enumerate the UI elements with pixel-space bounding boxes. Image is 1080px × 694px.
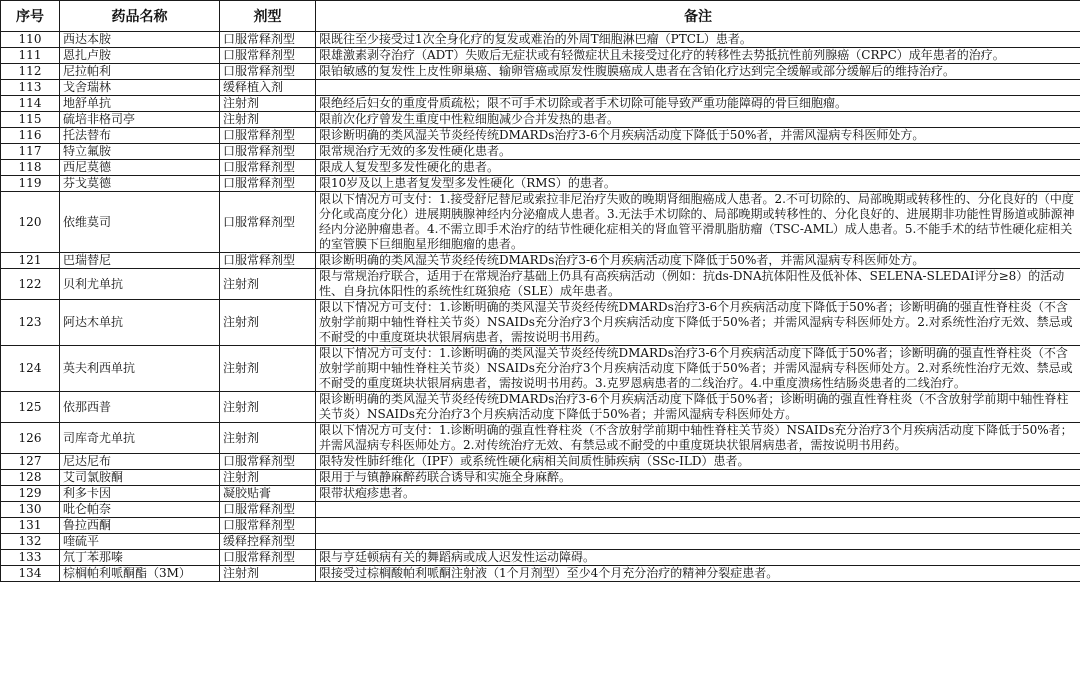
remarks: 限成人复发型多发性硬化的患者。 [316,160,1080,176]
row-number: 129 [1,486,60,502]
remarks: 限带状疱疹患者。 [316,486,1080,502]
remarks: 限与常规治疗联合，适用于在常规治疗基础上仍具有高疾病活动（例如：抗ds-DNA抗体阳性及低补体、SELENA-SLEDAI评分≥8）的活动性、自身抗体阳性的系统性红斑狼疮（SLE）成年患者。 [316,269,1080,300]
drug-name: 鲁拉西酮 [60,518,220,534]
remarks: 限诊断明确的类风湿关节炎经传统DMARDs治疗3-6个月疾病活动度下降低于50%者，并需风湿病专科医师处方。 [316,253,1080,269]
drug-name: 艾司氯胺酮 [60,470,220,486]
drug-name: 恩扎卢胺 [60,48,220,64]
drug-name: 棕榈帕利哌酮酯（3M） [60,566,220,582]
remarks: 限接受过棕榈酸帕利哌酮注射液（1个月剂型）至少4个月充分治疗的精神分裂症患者。 [316,566,1080,582]
row-number: 122 [1,269,60,300]
column-header-dosage-form: 剂型 [220,1,316,32]
remarks [316,502,1080,518]
dosage-form: 口服常释剂型 [220,518,316,534]
dosage-form: 口服常释剂型 [220,48,316,64]
remarks: 限常规治疗无效的多发性硬化患者。 [316,144,1080,160]
drug-name: 特立氟胺 [60,144,220,160]
remarks: 限雄激素剥夺治疗（ADT）失败后无症状或有轻微症状且未接受过化疗的转移性去势抵抗性前列腺癌（CRPC）成年患者的治疗。 [316,48,1080,64]
row-number: 124 [1,346,60,392]
dosage-form: 口服常释剂型 [220,160,316,176]
table-row [1,80,1080,96]
table-row [1,160,1080,176]
dosage-form: 注射剂 [220,392,316,423]
row-number: 128 [1,470,60,486]
row-number: 127 [1,454,60,470]
drug-name: 氘丁苯那嗪 [60,550,220,566]
row-number: 120 [1,192,60,253]
row-number: 126 [1,423,60,454]
dosage-form: 注射剂 [220,346,316,392]
remarks: 限与亨廷顿病有关的舞蹈病或成人迟发性运动障碍。 [316,550,1080,566]
remarks [316,518,1080,534]
drug-name: 巴瑞替尼 [60,253,220,269]
table-row [1,64,1080,80]
table-row [1,128,1080,144]
row-number: 123 [1,300,60,346]
dosage-form: 缓释控释剂型 [220,534,316,550]
remarks: 限以下情况方可支付：1.诊断明确的强直性脊柱炎（不含放射学前期中轴性脊柱关节炎）NSAIDs充分治疗3个月疾病活动度下降低于50%者；并需风湿病专科医师处方。2.对传统治疗无效、有禁忌或不耐受的中重度斑块状银屑病患者，需按说明书用药。 [316,423,1080,454]
drug-name: 托法替布 [60,128,220,144]
row-number: 116 [1,128,60,144]
remarks [316,80,1080,96]
remarks: 限前次化疗曾发生重度中性粒细胞减少合并发热的患者。 [316,112,1080,128]
row-number: 130 [1,502,60,518]
table-row [1,192,1080,253]
dosage-form: 口服常释剂型 [220,176,316,192]
drug-name: 地舒单抗 [60,96,220,112]
table-row [1,112,1080,128]
table-row [1,176,1080,192]
column-header-number: 序号 [1,1,60,32]
table-row [1,144,1080,160]
column-header-remarks: 备注 [316,1,1080,32]
row-number: 131 [1,518,60,534]
row-number: 115 [1,112,60,128]
drug-name: 利多卡因 [60,486,220,502]
table-row [1,518,1080,534]
row-number: 111 [1,48,60,64]
drug-name: 依维莫司 [60,192,220,253]
table-row [1,96,1080,112]
table-row [1,470,1080,486]
dosage-form: 缓释植入剂 [220,80,316,96]
table-body [1,32,1080,582]
remarks: 限诊断明确的类风湿关节炎经传统DMARDs治疗3-6个月疾病活动度下降低于50%者，并需风湿病专科医师处方。 [316,128,1080,144]
drug-name: 戈舍瑞林 [60,80,220,96]
remarks: 限10岁及以上患者复发型多发性硬化（RMS）的患者。 [316,176,1080,192]
row-number: 113 [1,80,60,96]
row-number: 114 [1,96,60,112]
row-number: 119 [1,176,60,192]
row-number: 134 [1,566,60,582]
drug-name: 贝利尤单抗 [60,269,220,300]
dosage-form: 注射剂 [220,470,316,486]
remarks: 限以下情况方可支付：1.诊断明确的类风湿关节炎经传统DMARDs治疗3-6个月疾病活动度下降低于50%者；诊断明确的强直性脊柱炎（不含放射学前期中轴性脊柱关节炎）NSAIDs充分治疗3个月疾病活动度下降低于50%者；并需风湿病专科医师处方。2.对系统性治疗无效、禁忌或不耐受的中重度斑块状银屑病患者，需按说明书用药。 [316,300,1080,346]
drug-name: 芬戈莫德 [60,176,220,192]
dosage-form: 注射剂 [220,300,316,346]
table-row [1,300,1080,346]
dosage-form: 口服常释剂型 [220,454,316,470]
drug-name: 阿达木单抗 [60,300,220,346]
drug-name: 英夫利西单抗 [60,346,220,392]
remarks [316,534,1080,550]
dosage-form: 口服常释剂型 [220,502,316,518]
remarks: 限绝经后妇女的重度骨质疏松；限不可手术切除或者手术切除可能导致严重功能障碍的骨巨细胞瘤。 [316,96,1080,112]
remarks: 限诊断明确的类风湿关节炎经传统DMARDs治疗3-6个月疾病活动度下降低于50%者；诊断明确的强直性脊柱炎（不含放射学前期中轴性脊柱关节炎）NSAIDs充分治疗3个月疾病活动度下降低于50%者；并需风湿病专科医师处方。 [316,392,1080,423]
table-row [1,32,1080,48]
dosage-form: 注射剂 [220,96,316,112]
table-row [1,253,1080,269]
table-row [1,48,1080,64]
remarks: 限既往至少接受过1次全身化疗的复发或难治的外周T细胞淋巴瘤（PTCL）患者。 [316,32,1080,48]
drug-name: 依那西普 [60,392,220,423]
table-row [1,346,1080,392]
row-number: 125 [1,392,60,423]
dosage-form: 口服常释剂型 [220,550,316,566]
column-header-drug-name: 药品名称 [60,1,220,32]
dosage-form: 口服常释剂型 [220,253,316,269]
dosage-form: 注射剂 [220,112,316,128]
table-header-row [1,1,1080,32]
drug-name: 司库奇尤单抗 [60,423,220,454]
dosage-form: 凝胶贴膏 [220,486,316,502]
drug-name: 尼拉帕利 [60,64,220,80]
drug-name: 尼达尼布 [60,454,220,470]
remarks: 限以下情况方可支付：1.接受舒尼替尼或索拉非尼治疗失败的晚期肾细胞癌成人患者。2.不可切除的、局部晚期或转移性的、分化良好的（中度分化或高度分化）进展期胰腺神经内分泌瘤成人患者。3.无法手术切除的、局部晚期或转移性的、分化良好的、进展期非功能性胃肠道或肺源神经内分泌肿瘤患者。4.不需立即手术治疗的结节性硬化症相关的肾血管平滑肌脂肪瘤（TSC-AML）成人患者。5.不能手术的结节性硬化症相关的室管膜下巨细胞星形细胞瘤的患者。 [316,192,1080,253]
row-number: 132 [1,534,60,550]
dosage-form: 注射剂 [220,566,316,582]
table-row [1,502,1080,518]
table-row [1,269,1080,300]
remarks: 限铂敏感的复发性上皮性卵巢癌、输卵管癌或原发性腹膜癌成人患者在含铂化疗达到完全缓解或部分缓解后的维持治疗。 [316,64,1080,80]
table-row [1,423,1080,454]
row-number: 118 [1,160,60,176]
dosage-form: 注射剂 [220,269,316,300]
table-row [1,392,1080,423]
remarks: 限用于与镇静麻醉药联合诱导和实施全身麻醉。 [316,470,1080,486]
drug-name: 西达本胺 [60,32,220,48]
dosage-form: 注射剂 [220,423,316,454]
row-number: 112 [1,64,60,80]
table-row [1,550,1080,566]
dosage-form: 口服常释剂型 [220,64,316,80]
drug-name: 吡仑帕奈 [60,502,220,518]
table-row [1,566,1080,582]
drug-name: 西尼莫德 [60,160,220,176]
remarks: 限特发性肺纤维化（IPF）或系统性硬化病相关间质性肺疾病（SSc-ILD）患者。 [316,454,1080,470]
table-row [1,486,1080,502]
table-row [1,454,1080,470]
dosage-form: 口服常释剂型 [220,192,316,253]
row-number: 110 [1,32,60,48]
table-row [1,534,1080,550]
remarks: 限以下情况方可支付：1.诊断明确的类风湿关节炎经传统DMARDs治疗3-6个月疾病活动度下降低于50%者；诊断明确的强直性脊柱炎（不含放射学前期中轴性脊柱关节炎）NSAIDs充分治疗3个月疾病活动度下降低于50%者；并需风湿病专科医师处方。2.对系统性治疗无效、禁忌或不耐受的重度斑块状银屑病患者，需按说明书用药。3.克罗恩病患者的二线治疗。4.中重度溃疡性结肠炎患者的二线治疗。 [316,346,1080,392]
row-number: 133 [1,550,60,566]
drug-name: 喹硫平 [60,534,220,550]
row-number: 121 [1,253,60,269]
drug-name: 硫培非格司亭 [60,112,220,128]
row-number: 117 [1,144,60,160]
dosage-form: 口服常释剂型 [220,144,316,160]
dosage-form: 口服常释剂型 [220,32,316,48]
dosage-form: 口服常释剂型 [220,128,316,144]
